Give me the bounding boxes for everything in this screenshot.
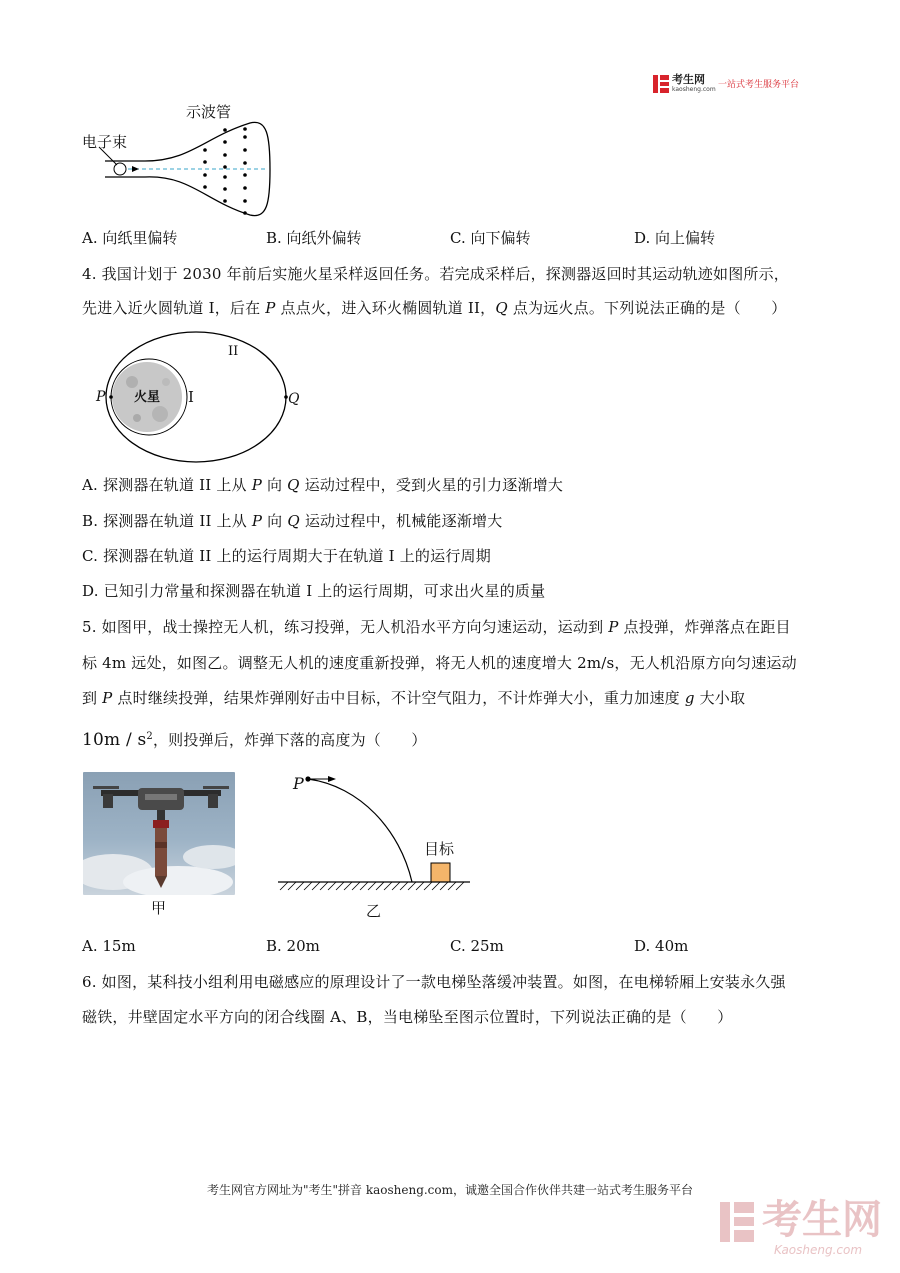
q3-option-d: D. 向上偏转 xyxy=(634,229,716,247)
q4-option-d: D. 已知引力常量和探测器在轨道 I 上的运行周期，可求出火星的质量 xyxy=(82,582,546,600)
beam-label: 电子束 xyxy=(82,133,128,151)
q5-option-b: B. 20m xyxy=(266,937,320,955)
q5-stem-line4: $10m / s^2$，则投弹后，炸弹下落的高度为（ ） xyxy=(82,730,427,750)
q5-stem-line1: 5. 如图甲，战士操控无人机，练习投弹，无人机沿水平方向匀速运动，运动到 P 点投弹，炸弹落点在距目 xyxy=(82,618,791,636)
watermark-sub: Kaosheng.com xyxy=(774,1243,863,1257)
kaosheng-logo-icon xyxy=(652,74,670,94)
target-label: 目标 xyxy=(424,840,455,858)
orbit1-label: I xyxy=(188,388,194,406)
launch-point-label: P xyxy=(293,774,304,793)
q3-option-b: B. 向纸外偏转 xyxy=(266,229,362,247)
q6-stem-line2: 磁铁，井壁固定水平方向的闭合线圈 A、B，当电梯坠至图示位置时，下列说法正确的是（ ） xyxy=(82,1008,733,1026)
q5-option-a: A. 15m xyxy=(82,937,136,955)
q4-stem-line2: 先进入近火圆轨道 I，后在 P 点点火，进入环火椭圆轨道 II，Q 点为远火点。下列说法正确的是（ ） xyxy=(82,299,787,317)
orbit-diagram xyxy=(92,330,312,465)
footer-text: 考生网官方网址为"考生"拼音 kaosheng.com，诚邀全国合作伙伴共建一站式考生服务平台 xyxy=(206,1183,694,1197)
drone-photo xyxy=(83,772,235,895)
logo-slogan: 一站式考生服务平台 xyxy=(718,80,800,90)
tube-label: 示波管 xyxy=(186,103,232,121)
point-q-label: Q xyxy=(288,391,300,407)
watermark-text: 考生网 xyxy=(762,1197,882,1243)
q3-option-c: C. 向下偏转 xyxy=(450,229,531,247)
watermark-logo-icon xyxy=(718,1200,758,1244)
q5-option-d: D. 40m xyxy=(634,937,689,955)
orbit2-label: II xyxy=(228,344,239,359)
q4-stem-line1: 4. 我国计划于 2030 年前后实施火星采样返回任务。若完成采样后，探测器返回时其运动轨迹如图所示， xyxy=(82,265,789,283)
mars-label: 火星 xyxy=(134,390,161,405)
q6-stem-line1: 6. 如图，某科技小组利用电磁感应的原理设计了一款电梯坠落缓冲装置。如图，在电梯轿厢上安装永久强 xyxy=(82,973,786,991)
logo-domain: kaosheng.com xyxy=(672,86,716,93)
point-p-label: P xyxy=(96,389,106,405)
oscilloscope-diagram xyxy=(95,115,280,220)
q5-stem-line2: 标 4m 远处，如图乙。调整无人机的速度重新投弹，将无人机的速度增大 2m/s，无人机沿原方向匀速运动 xyxy=(82,654,797,672)
q3-option-a: A. 向纸里偏转 xyxy=(82,229,178,247)
fig5-caption-left: 甲 xyxy=(151,899,167,917)
q4-option-a: A. 探测器在轨道 II 上从 P 向 Q 运动过程中，受到火星的引力逐渐增大 xyxy=(82,476,564,494)
q5-stem-line3: 到 P 点时继续投弹，结果炸弹刚好击中目标，不计空气阻力，不计炸弹大小，重力加速度 g 大小取 xyxy=(82,689,746,707)
drone-image-icon xyxy=(83,772,235,895)
q4-option-c: C. 探测器在轨道 II 上的运行周期大于在轨道 I 上的运行周期 xyxy=(82,547,491,565)
fig5-caption-right: 乙 xyxy=(366,902,382,920)
q4-option-b: B. 探测器在轨道 II 上从 P 向 Q 运动过程中，机械能逐渐增大 xyxy=(82,512,503,530)
logo-name: 考生网 xyxy=(672,73,705,86)
q5-option-c: C. 25m xyxy=(450,937,504,955)
